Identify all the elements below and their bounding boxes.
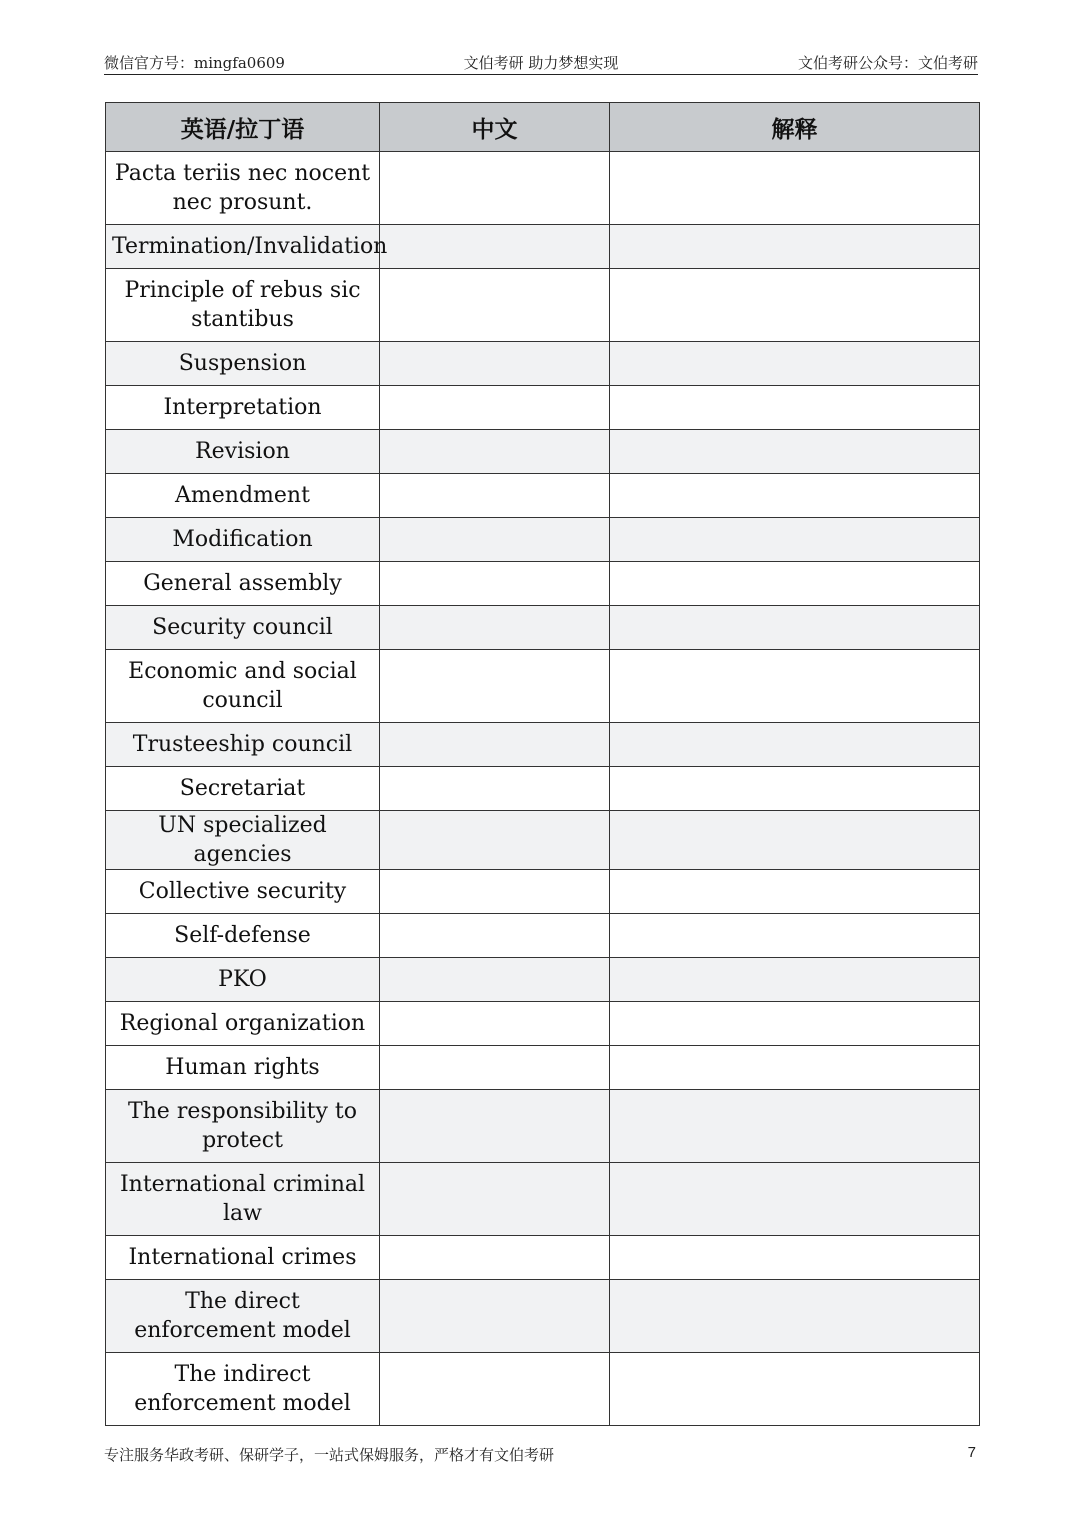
chinese-cell: [380, 562, 610, 606]
table-row: [106, 152, 980, 225]
term-cell: Trusteeship council: [106, 723, 380, 767]
table-row: [106, 269, 980, 342]
term-cell: Modification: [106, 518, 380, 562]
term-cell: Collective security: [106, 870, 380, 914]
table-header-row: [106, 103, 980, 152]
table-row: [106, 811, 980, 870]
chinese-cell: [380, 1163, 610, 1236]
explanation-cell: [610, 1236, 980, 1280]
explanation-cell: [610, 225, 980, 269]
table-row: [106, 430, 980, 474]
term-cell: Economic and social council: [106, 650, 380, 723]
table-row: [106, 342, 980, 386]
chinese-cell: [380, 1236, 610, 1280]
header-slogan: 文伯考研 助力梦想实现: [463, 54, 619, 72]
term-cell: Principle of rebus sic stantibus: [106, 269, 380, 342]
explanation-cell: [610, 562, 980, 606]
term-cell: The direct enforcement model: [106, 1280, 380, 1353]
table-row: [106, 650, 980, 723]
table-row: [106, 386, 980, 430]
chinese-cell: [380, 342, 610, 386]
column-header-explanation: 解释: [610, 103, 980, 152]
chinese-cell: [380, 811, 610, 870]
term-cell: Interpretation: [106, 386, 380, 430]
chinese-cell: [380, 474, 610, 518]
term-cell: UN specialized agencies: [106, 811, 380, 870]
explanation-cell: [610, 767, 980, 811]
chinese-cell: [380, 606, 610, 650]
term-cell: Amendment: [106, 474, 380, 518]
chinese-cell: [380, 386, 610, 430]
table-row: [106, 518, 980, 562]
chinese-cell: [380, 767, 610, 811]
explanation-cell: [610, 1280, 980, 1353]
explanation-cell: [610, 152, 980, 225]
explanation-cell: [610, 958, 980, 1002]
table-row: [106, 1090, 980, 1163]
chinese-cell: [380, 225, 610, 269]
term-cell: Pacta teriis nec nocent nec prosunt.: [106, 152, 380, 225]
chinese-cell: [380, 518, 610, 562]
explanation-cell: [610, 342, 980, 386]
chinese-cell: [380, 958, 610, 1002]
term-cell: Revision: [106, 430, 380, 474]
table-row: [106, 1353, 980, 1426]
term-cell: Regional organization: [106, 1002, 380, 1046]
table-row: [106, 225, 980, 269]
header-public-account: 文伯考研公众号：文伯考研: [797, 54, 978, 72]
table-row: [106, 958, 980, 1002]
term-cell: The indirect enforcement model: [106, 1353, 380, 1426]
chinese-cell: [380, 914, 610, 958]
explanation-cell: [610, 1002, 980, 1046]
table-row: [106, 606, 980, 650]
column-header-chinese: 中文: [380, 103, 610, 152]
chinese-cell: [380, 650, 610, 723]
term-cell: Human rights: [106, 1046, 380, 1090]
table-row: [106, 1002, 980, 1046]
explanation-cell: [610, 430, 980, 474]
table-row: [106, 1236, 980, 1280]
table-row: [106, 474, 980, 518]
explanation-cell: [610, 723, 980, 767]
header-wechat-account: 微信官方号：mingfa0609: [104, 54, 285, 72]
page-header: [104, 50, 978, 75]
explanation-cell: [610, 1163, 980, 1236]
table-row: [106, 914, 980, 958]
explanation-cell: [610, 1046, 980, 1090]
chinese-cell: [380, 1280, 610, 1353]
explanation-cell: [610, 386, 980, 430]
table-row: [106, 870, 980, 914]
explanation-cell: [610, 870, 980, 914]
term-cell: Secretariat: [106, 767, 380, 811]
table-row: [106, 1163, 980, 1236]
explanation-cell: [610, 650, 980, 723]
page-number: 7: [967, 1444, 976, 1461]
footer-slogan: 专注服务华政考研、保研学子，一站式保姆服务，严格才有文伯考研: [104, 1446, 555, 1464]
table-row: [106, 767, 980, 811]
term-cell: Security council: [106, 606, 380, 650]
term-cell: General assembly: [106, 562, 380, 606]
chinese-cell: [380, 152, 610, 225]
chinese-cell: [380, 870, 610, 914]
term-cell: Self-defense: [106, 914, 380, 958]
explanation-cell: [610, 1090, 980, 1163]
table-row: [106, 723, 980, 767]
explanation-cell: [610, 474, 980, 518]
table-row: [106, 1280, 980, 1353]
chinese-cell: [380, 1002, 610, 1046]
page-footer: [104, 1444, 978, 1466]
chinese-cell: [380, 1353, 610, 1426]
column-header-term: 英语/拉丁语: [106, 103, 380, 152]
explanation-cell: [610, 811, 980, 870]
term-cell: The responsibility to protect: [106, 1090, 380, 1163]
chinese-cell: [380, 1090, 610, 1163]
explanation-cell: [610, 1353, 980, 1426]
explanation-cell: [610, 914, 980, 958]
explanation-cell: [610, 269, 980, 342]
chinese-cell: [380, 1046, 610, 1090]
term-cell: Termination/Invalidation: [106, 225, 380, 269]
term-cell: PKO: [106, 958, 380, 1002]
explanation-cell: [610, 518, 980, 562]
term-cell: International crimes: [106, 1236, 380, 1280]
term-cell: Suspension: [106, 342, 380, 386]
chinese-cell: [380, 430, 610, 474]
table-row: [106, 562, 980, 606]
term-cell: International criminal law: [106, 1163, 380, 1236]
chinese-cell: [380, 269, 610, 342]
explanation-cell: [610, 606, 980, 650]
terms-table: [105, 102, 980, 1426]
chinese-cell: [380, 723, 610, 767]
table-row: [106, 1046, 980, 1090]
